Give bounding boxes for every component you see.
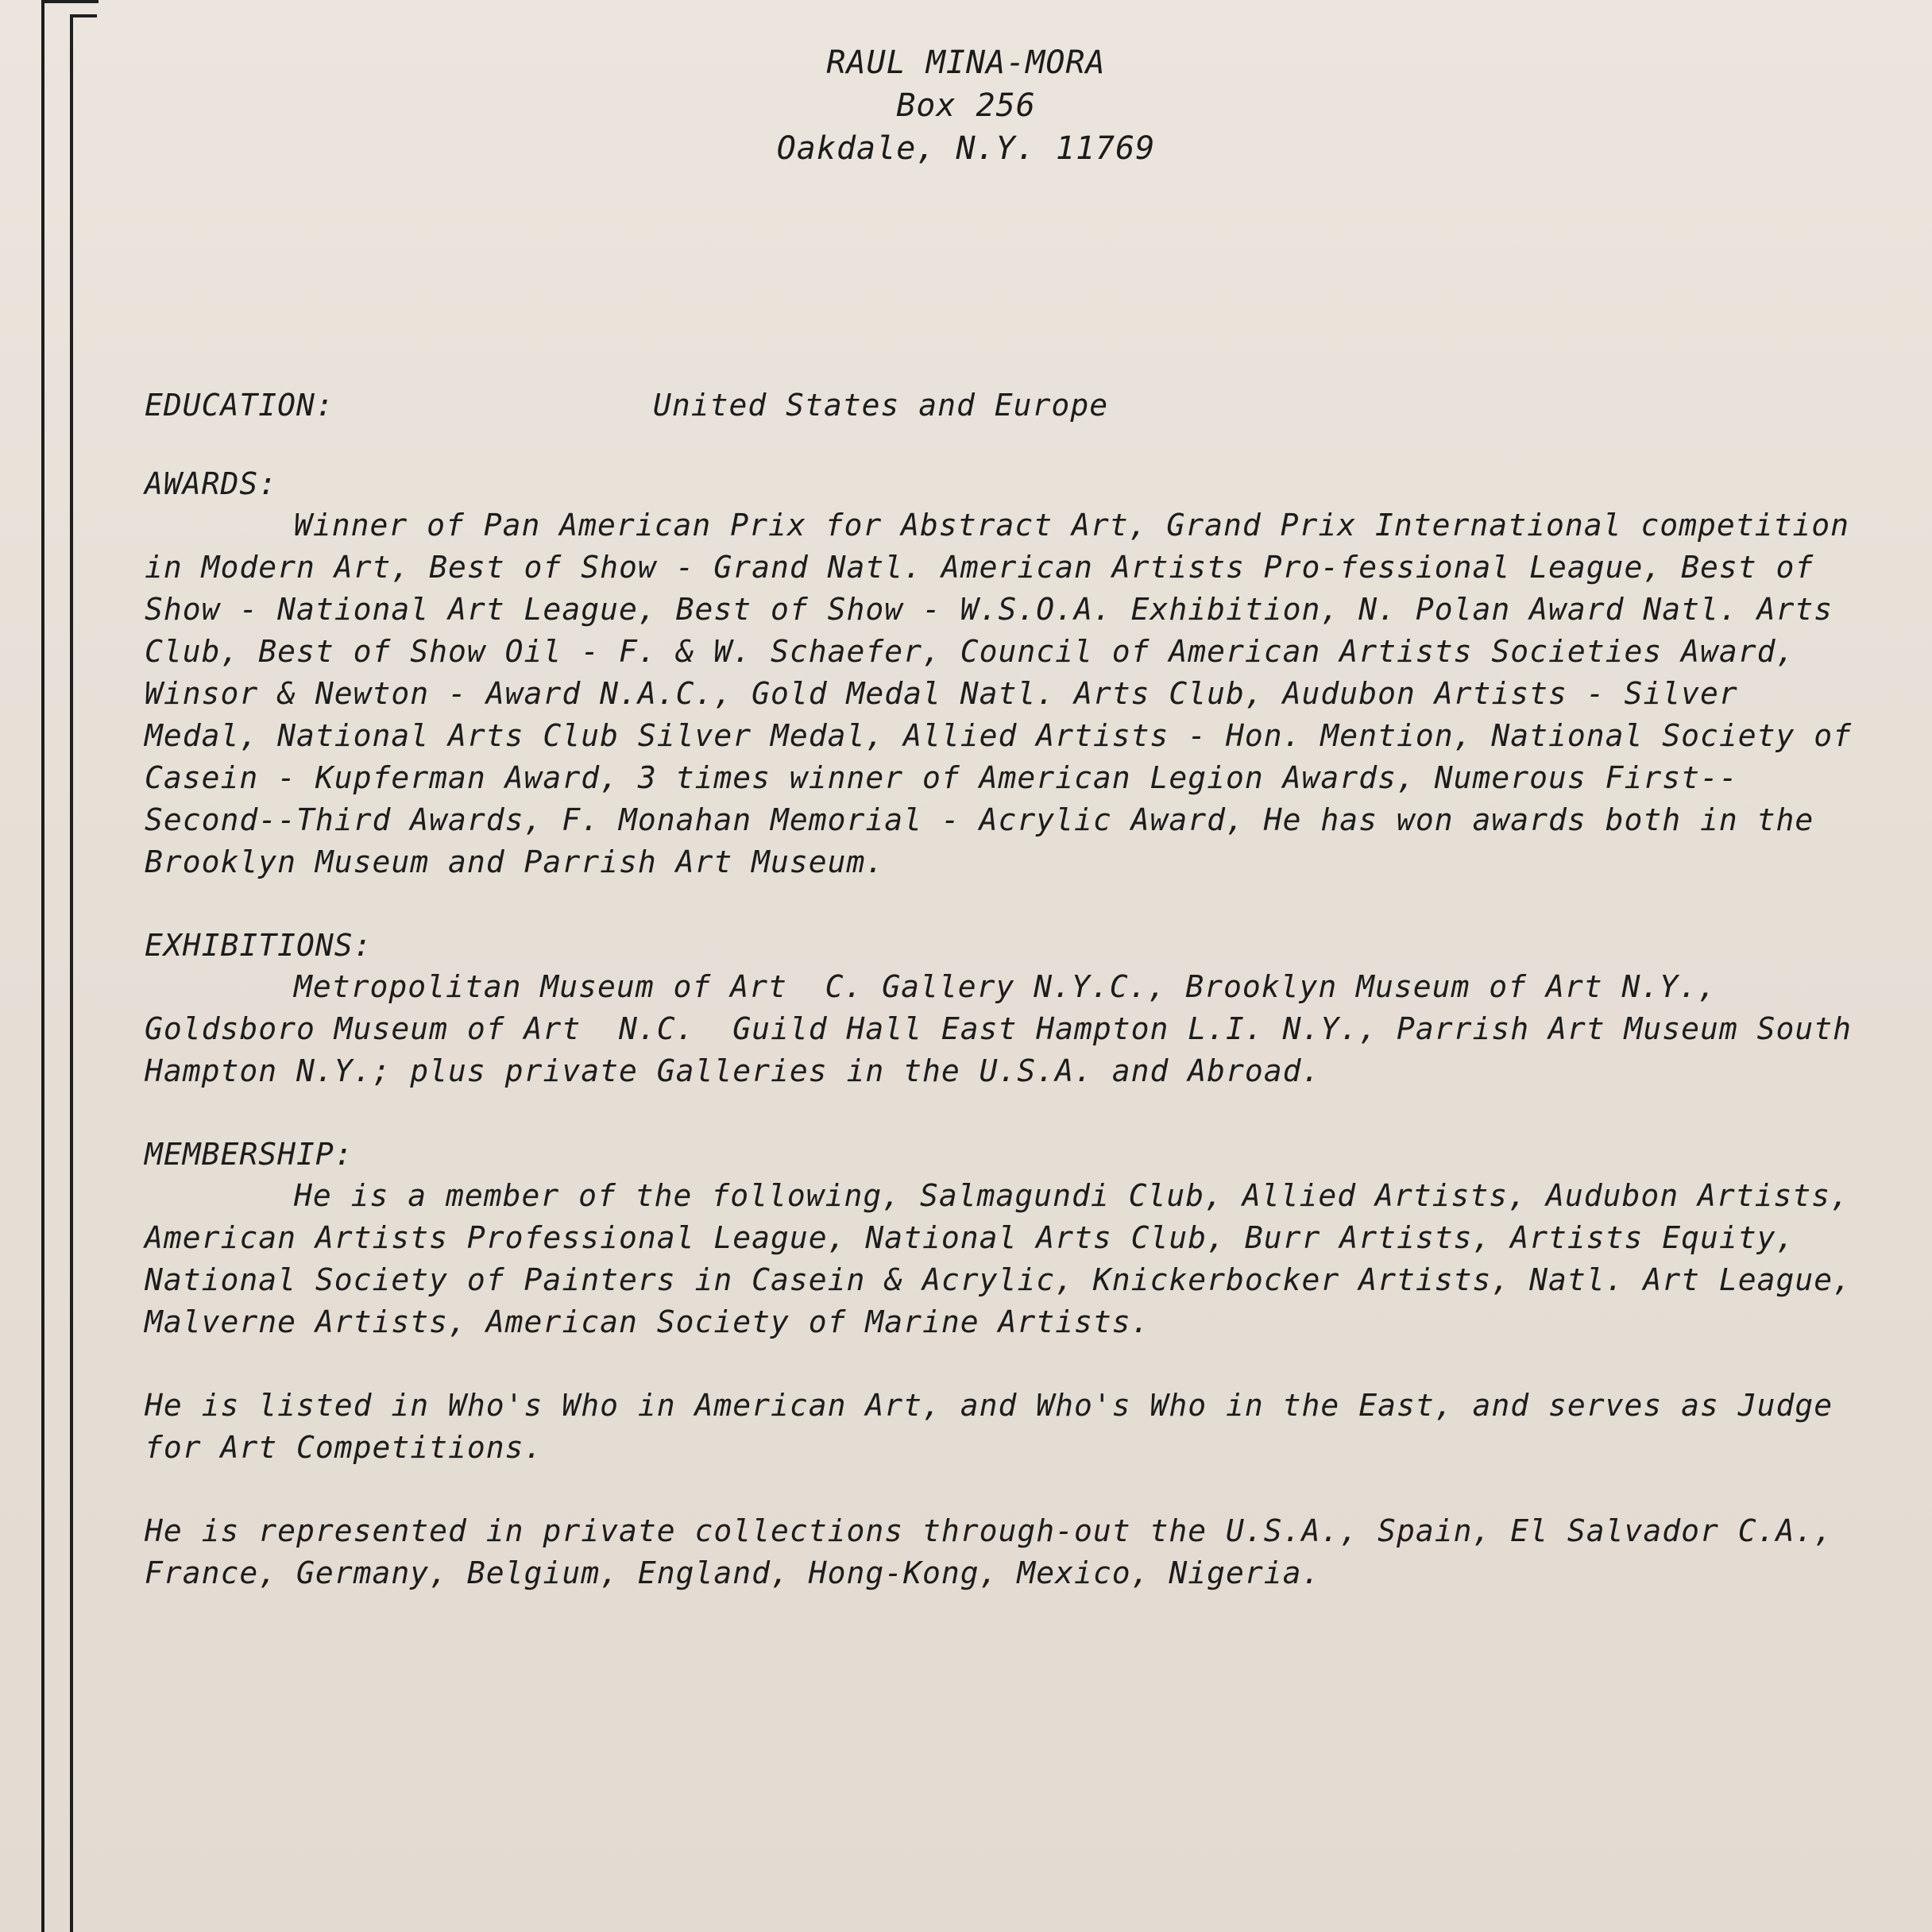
awards-label: AWARDS: xyxy=(145,466,278,501)
artist-name: RAUL MINA-MORA xyxy=(826,44,1106,81)
left-border-line-inner xyxy=(70,16,73,1932)
education-section xyxy=(145,384,1853,427)
left-border-line-outer xyxy=(41,0,44,1932)
exhibitions-section xyxy=(145,925,1871,1092)
membership-section xyxy=(145,1134,1871,1343)
whos-who-paragraph: He is listed in Who's Who in American Art, and Who's Who in the East, and serves as Judge for Art Competitions. xyxy=(145,1388,1853,1465)
awards-text: Winner of Pan American Prix for Abstract Art, Grand Prix International competition in Modern Art, Best of Show - Grand Natl. American Artists Pro-fessional League, Best of Show - National Art League, Best of Show - W.S.O.A. Exhibition, N. Polan Award Natl. Arts Club, Best of Show Oil - F. & W. Schaefer, Council of American Artists Societies Award, Winsor & Newton - Award N.A.C., Gold Medal Natl. Arts Club, Audubon Artists - Silver Medal, National Arts Club Silver Medal, Allied Artists - Hon. Mention, National Society of Casein - Kupferman Award, 3 times winner of American Legion Awards, Numerous First--Second--Third Awards, F. Monahan Memorial - Acrylic Award, He has won awards both in the Brooklyn Museum and Parrish Art Museum. xyxy=(145,508,1871,879)
top-border-line-outer xyxy=(41,0,99,3)
membership-label: MEMBERSHIP: xyxy=(145,1137,354,1172)
document-header xyxy=(0,41,1932,170)
address-box: Box 256 xyxy=(896,87,1036,124)
education-label: EDUCATION: xyxy=(145,388,334,423)
exhibitions-text: Metropolitan Museum of Art C. Gallery N.Y.C., Brooklyn Museum of Art N.Y., Goldsboro Museum of Art N.C. Guild Hall East Hampton L.I. N.Y., Parrish Art Museum South Hampton N.Y.; plus private Galleries in the U.S.A. and Abroad. xyxy=(145,969,1871,1088)
membership-text: He is a member of the following, Salmagundi Club, Allied Artists, Audubon Artists, American Artists Professional League, National Arts Club, Burr Artists, Artists Equity, National Society of Painters in Casein & Acrylic, Knickerbocker Artists, Natl. Art League, Malverne Artists, American Society of Marine Artists. xyxy=(145,1178,1871,1339)
document-body xyxy=(145,384,1871,1636)
top-border-line-inner xyxy=(70,14,97,17)
address-city: Oakdale, N.Y. 11769 xyxy=(776,130,1156,167)
collections-paragraph: He is represented in private collections through-out the U.S.A., Spain, El Salvador C.A., France, Germany, Belgium, England, Hong-Kong, Mexico, Nigeria. xyxy=(145,1513,1853,1590)
awards-section xyxy=(145,463,1871,883)
education-value: United States and Europe xyxy=(653,388,1109,423)
exhibitions-label: EXHIBITIONS: xyxy=(145,928,373,963)
